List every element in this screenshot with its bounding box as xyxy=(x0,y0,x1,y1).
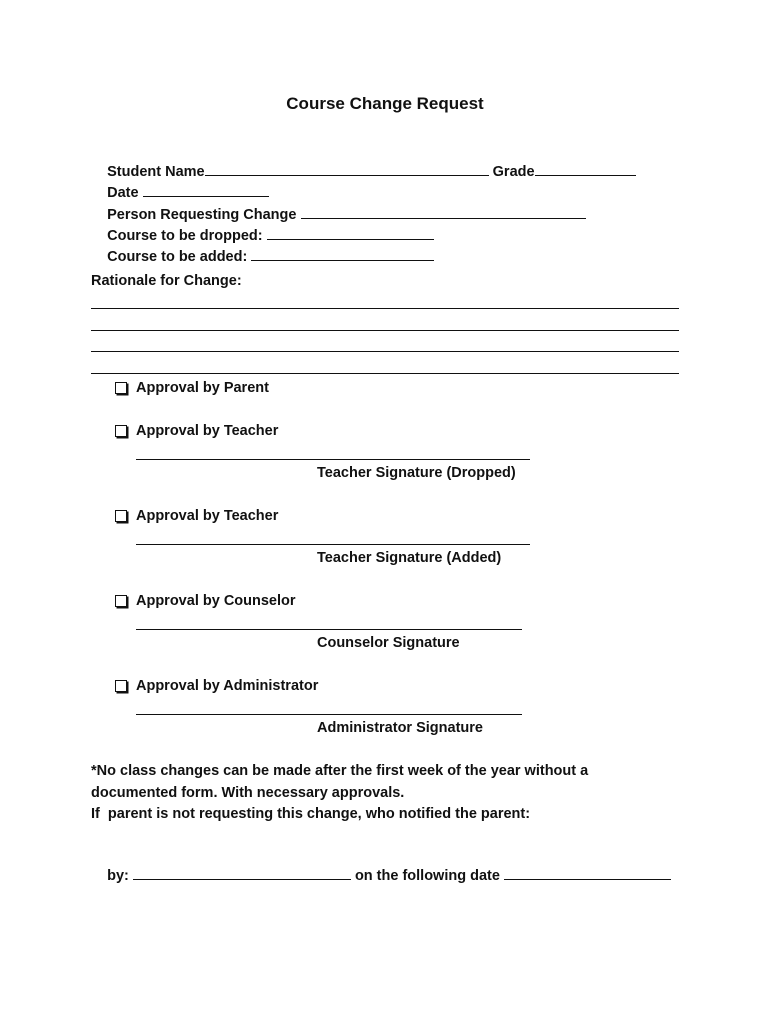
grade-field[interactable] xyxy=(535,162,636,176)
parent-approval-label: Approval by Parent xyxy=(136,380,269,396)
rationale-line-3[interactable] xyxy=(91,351,679,352)
teacher-added-approval-label: Approval by Teacher xyxy=(136,508,279,524)
teacher-added-signature-caption: Teacher Signature (Added) xyxy=(317,550,502,566)
page-title: Course Change Request xyxy=(286,94,484,113)
rationale-label: Rationale for Change: xyxy=(91,273,242,289)
course-added-label: Course to be added: xyxy=(107,249,248,265)
course-dropped-label: Course to be dropped: xyxy=(107,228,263,244)
counselor-signature-caption: Counselor Signature xyxy=(317,635,460,651)
grade-label: Grade xyxy=(492,164,535,180)
counselor-approval-checkbox[interactable] xyxy=(115,595,127,607)
administrator-approval-checkbox[interactable] xyxy=(115,680,127,692)
teacher-dropped-approval-checkbox[interactable] xyxy=(115,425,127,437)
student-name-label: Student Name xyxy=(107,164,205,180)
note-line-3: If parent is not requesting this change, who notified the parent: xyxy=(91,806,531,822)
administrator-approval-label: Approval by Administrator xyxy=(136,678,319,694)
rationale-line-2[interactable] xyxy=(91,330,679,331)
by-label: by: xyxy=(107,868,129,884)
counselor-signature-line[interactable] xyxy=(136,629,522,630)
rationale-line-4[interactable] xyxy=(91,373,679,374)
person-requesting-label: Person Requesting Change xyxy=(107,207,297,223)
teacher-added-signature-line[interactable] xyxy=(136,544,530,545)
notified-by-row xyxy=(91,848,671,903)
administrator-signature-caption: Administrator Signature xyxy=(317,720,483,736)
following-date-field[interactable] xyxy=(504,866,671,880)
course-added-field[interactable] xyxy=(251,247,434,261)
counselor-approval-label: Approval by Counselor xyxy=(136,593,296,609)
notified-by-field[interactable] xyxy=(133,866,351,880)
teacher-added-approval-checkbox[interactable] xyxy=(115,510,127,522)
date-label: Date xyxy=(107,185,139,201)
parent-approval-checkbox[interactable] xyxy=(115,382,127,394)
teacher-dropped-signature-caption: Teacher Signature (Dropped) xyxy=(317,465,516,481)
administrator-signature-line[interactable] xyxy=(136,714,522,715)
teacher-dropped-signature-line[interactable] xyxy=(136,459,530,460)
teacher-dropped-approval-label: Approval by Teacher xyxy=(136,423,279,439)
rationale-line-1[interactable] xyxy=(91,308,679,309)
following-date-label: on the following date xyxy=(354,868,500,884)
note-line-2: documented form. With necessary approvals. xyxy=(91,785,405,801)
note-line-1: *No class changes can be made after the first week of the year without a xyxy=(91,763,589,779)
